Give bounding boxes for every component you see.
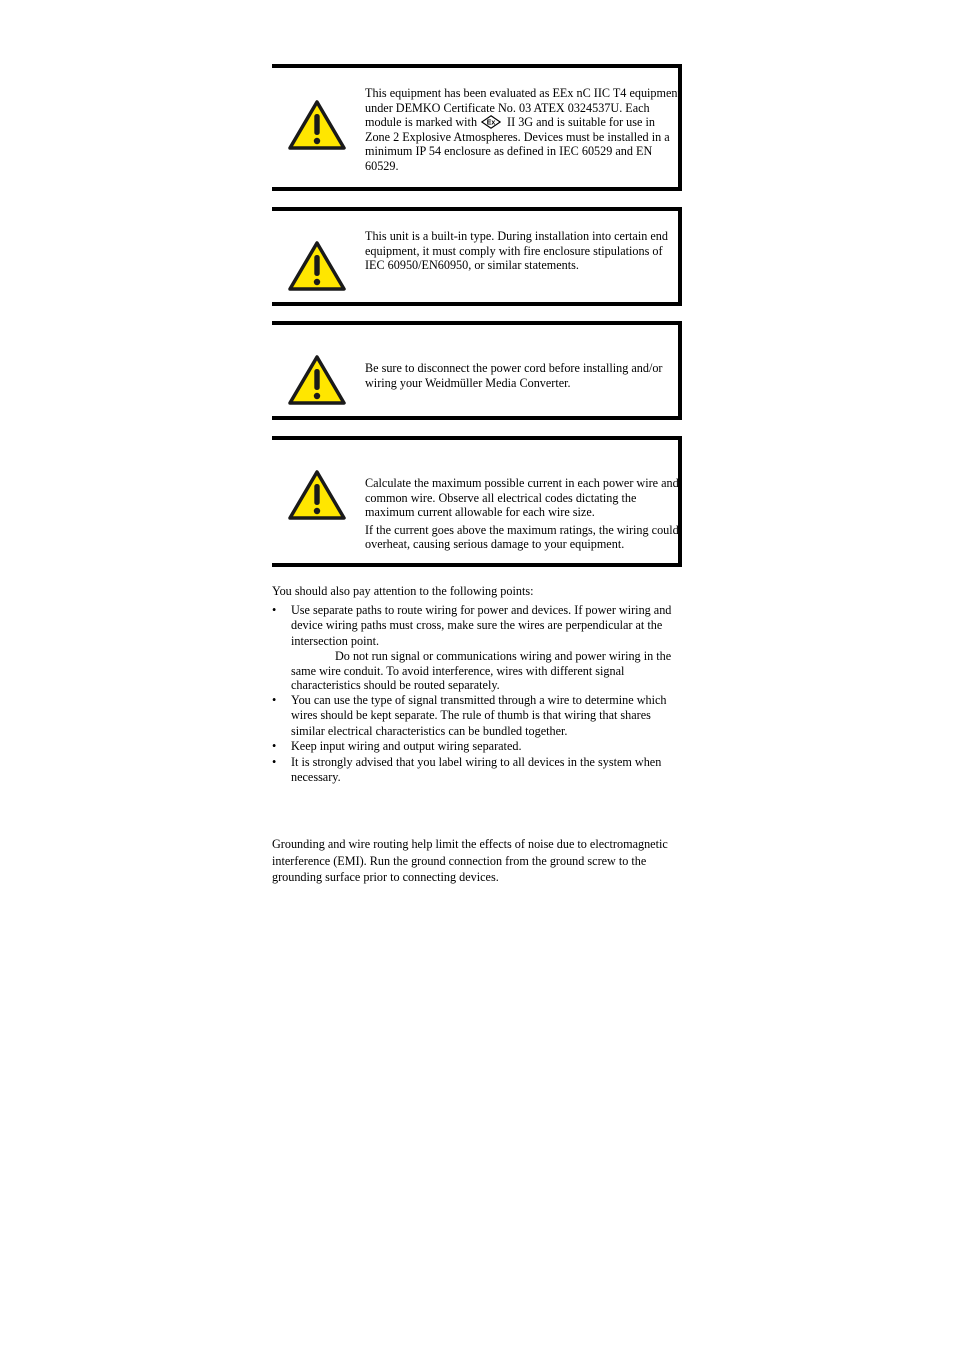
points-intro: You should also pay attention to the following points: [272,584,534,598]
warning-paragraph: Calculate the maximum possible current in each power wire and common wire. Observe all electrical codes dictating the maximum current allowable for each wire size. [365,476,679,520]
bullet: • [272,692,277,707]
warning-triangle-icon [288,354,346,406]
bullet: • [272,602,277,617]
bullet: • [272,754,277,769]
points-list [272,693,684,786]
list-item: • Use separate paths to route wiring for power and devices. If power wiring and device wiring paths must cross, make sure the wires are perpendicular at the intersection point. [272,602,672,648]
warning-text-part: II 3G and is suitable for use in Zone 2 Explosive Atmospheres. Devices must be installed in a minimum IP 54 enclosure as defined in IEC 60529 and EN 60529. [365,115,670,173]
power-cord-warning-box [272,321,682,420]
warning-triangle-icon [288,99,346,151]
grounding-section [272,836,684,886]
warning-paragraph: Be sure to disconnect the power cord before installing and/or wiring your Weidmüller Media Converter. [365,361,663,390]
warning-triangle-icon [288,469,346,521]
built-in-warning-box [272,207,682,306]
points-list [272,603,684,650]
ex-mark-label: Ex [486,119,496,127]
wiring-points-section [272,584,684,786]
current-warning-box [272,436,682,567]
warning-text [365,86,681,174]
list-item: • It is strongly advised that you label wiring to all devices in the system when necessary. [272,754,662,785]
grounding-paragraph: Grounding and wire routing help limit the effects of noise due to electromagnetic interference (EMI). Run the ground connection from the ground screw to the grounding surface prior to connecting devices. [272,837,668,884]
warning-text [365,229,681,273]
warning-paragraph: This unit is a built-in type. During installation into certain end equipment, it must comply with fire enclosure stipulations of IEC 60950/EN60950, or similar statements. [365,229,668,273]
list-item: • You can use the type of signal transmitted through a wire to determine which wires should be kept separate. The rule of thumb is that wiring that shares similar electrical characteristics can be bundled together. [272,692,667,738]
atex-warning-box [272,64,682,191]
warning-paragraph: If the current goes above the maximum ratings, the wiring could overheat, causing serious damage to your equipment. [365,522,679,552]
warning-triangle-icon [288,240,346,292]
wiring-note: Do not run signal or communications wiring and power wiring in the same wire conduit. To avoid interference, wires with different signal characteristics should be routed separately. [291,649,672,693]
warning-text [365,476,681,552]
ex-mark-icon [481,115,501,129]
warning-text [365,361,681,390]
list-item: • Keep input wiring and output wiring separated. [272,739,522,754]
warning-text-part: This equipment has been evaluated as EEx nC IIC T4 equipment under DEMKO Certificate No. 03 ATEX 0324537U. Each module is marked with [365,86,681,130]
bullet: • [272,739,277,754]
